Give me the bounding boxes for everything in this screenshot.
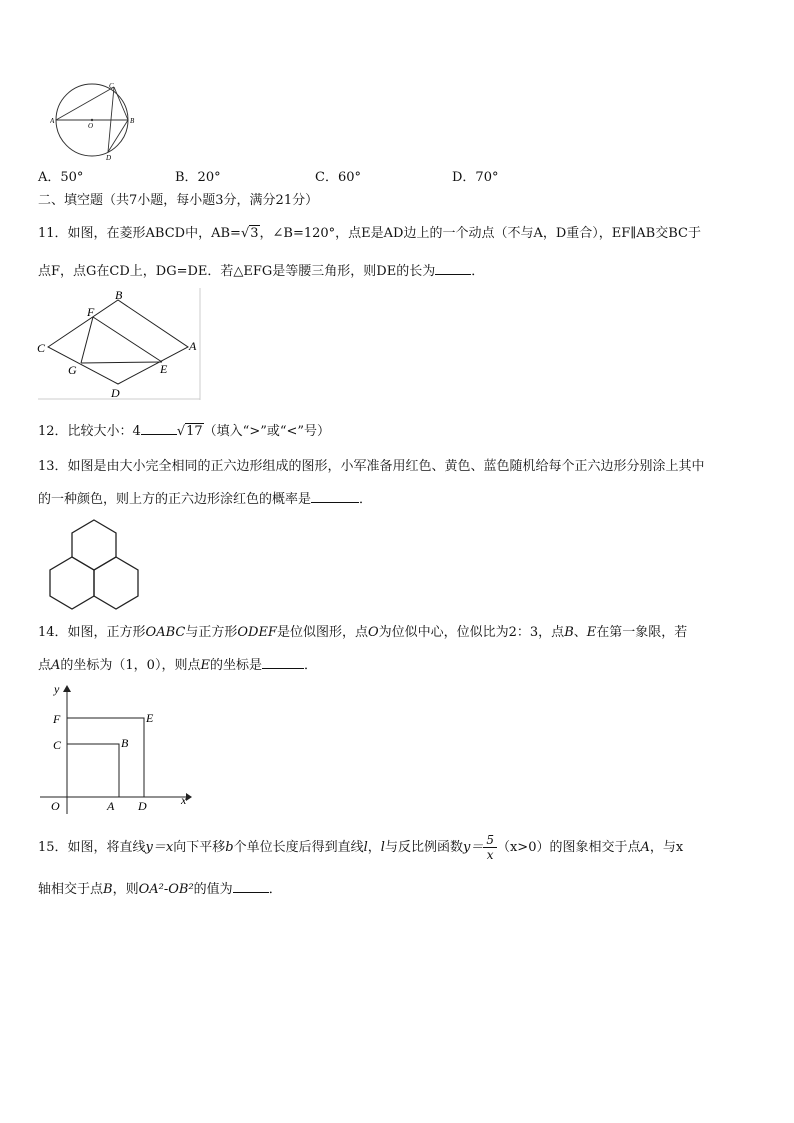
q14-odef: ODEF xyxy=(237,625,277,640)
q14-coordinate-figure xyxy=(36,682,196,816)
top-hexagon xyxy=(72,520,116,570)
q15-text-g: ，与x xyxy=(649,840,684,855)
q15-text-e: 与反比例函数 xyxy=(384,840,463,855)
q15-l: l xyxy=(363,840,368,855)
q12-text-b: （填入“>”或“<”号） xyxy=(203,424,331,439)
q14-b: B xyxy=(564,625,574,640)
q15-text-h: 轴相交于点 xyxy=(38,882,104,897)
q14-answer-blank xyxy=(262,656,304,669)
bottom-right-hexagon xyxy=(94,557,138,609)
q14-label-a: A xyxy=(107,799,115,813)
q14-text-d: 为位似中心，位似比为2：3，点 xyxy=(378,625,565,640)
q14-line1 xyxy=(38,625,687,641)
q11-label-a: A xyxy=(189,339,197,353)
q15-text-c: 个单位长度后得到直线 xyxy=(233,840,364,855)
q11-label-g: G xyxy=(68,363,77,377)
q14-text-h: 的坐标是 xyxy=(209,658,262,673)
q14-text-e: 在第一象限，若 xyxy=(596,625,688,640)
q10-label-a: A xyxy=(50,117,55,125)
q14-label-d: D xyxy=(138,799,147,813)
q15-text-a: 15．如图，将直线 xyxy=(38,840,146,855)
q12-sqrt: √17 xyxy=(176,424,203,439)
q11-text-b: ，∠B=120°，点E是AD边上的一个动点（不与A，D重合），EF∥AB交BC于 xyxy=(259,226,701,241)
q12-text-a: 12．比较大小：4 xyxy=(38,424,141,439)
q15-y-eq: y＝ xyxy=(462,840,484,855)
bottom-left-hexagon xyxy=(50,557,94,609)
q13-text: 的一种颜色，则上方的正六边形涂红色的概率是 xyxy=(38,492,312,507)
q11-text-a: 11．如图，在菱形ABCD中，AB= xyxy=(38,226,241,241)
q10-label-d: D xyxy=(106,154,112,160)
q11-end: ． xyxy=(471,264,485,279)
q13-hexagon-figure xyxy=(44,516,146,614)
q13-end: ． xyxy=(359,492,373,507)
q10-label-o: O xyxy=(88,122,94,130)
q11-label-e: E xyxy=(160,362,168,376)
q15-text-f: 的图象相交于点 xyxy=(549,840,641,855)
q14-label-f: F xyxy=(53,712,61,726)
q15-frac-num: 5 xyxy=(483,833,497,848)
q11-label-b: B xyxy=(115,288,123,302)
q11-label-f: F xyxy=(87,305,95,319)
q11-sqrt-value: 3 xyxy=(250,226,259,241)
q15-l2: l xyxy=(380,840,385,855)
q12-line xyxy=(38,422,330,440)
q11-rhombus-figure xyxy=(36,288,202,400)
q14-line2 xyxy=(38,656,317,674)
q14-e2: E xyxy=(200,658,210,673)
q10-label-b: B xyxy=(130,117,135,125)
q15-b2: B xyxy=(103,882,113,897)
q14-o: O xyxy=(367,625,379,640)
q14-label-o: O xyxy=(51,799,60,813)
q15-frac-den: x xyxy=(486,848,494,862)
q14-label-e: E xyxy=(146,711,154,725)
q14-label-y: y xyxy=(54,682,60,696)
q10-option-c: C．60° xyxy=(315,170,361,185)
q14-label-x: x xyxy=(181,793,187,807)
q15-expr: OA²-OB² xyxy=(138,882,194,897)
q10-option-d: D．70° xyxy=(452,170,499,185)
q15-cond: （x>0） xyxy=(496,840,550,855)
q15-line2 xyxy=(38,880,282,898)
q14-oabc: OABC xyxy=(145,625,186,640)
q15-end: ． xyxy=(268,882,282,897)
q14-sep: 、 xyxy=(573,625,587,640)
q15-y-eq-x: y＝x xyxy=(145,840,174,855)
q15-fraction xyxy=(483,833,497,862)
q14-e: E xyxy=(586,625,597,640)
q15-text-d: ， xyxy=(367,840,381,855)
q14-a: A xyxy=(51,658,61,673)
q13-answer-blank xyxy=(311,490,359,503)
q11-line2 xyxy=(38,262,484,280)
q11-answer-blank xyxy=(435,262,471,275)
q11-line1 xyxy=(38,226,701,242)
q10-option-a: A．50° xyxy=(38,170,84,185)
q13-line2 xyxy=(38,490,372,508)
q14-text-b: 与正方形 xyxy=(185,625,238,640)
q14-text-a: 14．如图，正方形 xyxy=(38,625,146,640)
q14-text-f: 点 xyxy=(38,658,52,673)
q14-label-b: B xyxy=(121,736,129,750)
q11-label-d: D xyxy=(111,386,120,400)
q15-a: A xyxy=(640,840,650,855)
q10-option-b: B．20° xyxy=(175,170,221,185)
q15-text-j: 的值为 xyxy=(193,882,233,897)
q12-answer-blank xyxy=(141,422,177,435)
q15-text-b: 向下平移 xyxy=(173,840,226,855)
q15-b: b xyxy=(225,840,234,855)
q10-circle-figure xyxy=(50,78,140,160)
q15-answer-blank xyxy=(233,880,269,893)
q12-sqrt-value: 17 xyxy=(186,424,203,439)
q11-text-c: 点F，点G在CD上，DG=DE．若△EFG是等腰三角形，则DE的长为 xyxy=(38,264,436,279)
q14-label-c: C xyxy=(53,738,62,752)
q13-line1: 13．如图是由大小完全相同的正六边形组成的图形，小军准备用红色、黄色、蓝色随机给每个正六边形分别涂上其中 xyxy=(38,459,705,474)
section-title: 二、填空题（共7小题，每小题3分，满分21分） xyxy=(38,193,319,208)
q15-line1 xyxy=(38,833,683,862)
q10-label-c: C xyxy=(109,82,114,90)
q14-text-g: 的坐标为（1，0），则点 xyxy=(60,658,201,673)
q14-text-c: 是位似图形，点 xyxy=(276,625,368,640)
q14-end: ． xyxy=(303,658,317,673)
q15-text-i: ，则 xyxy=(112,882,139,897)
q11-label-c: C xyxy=(37,341,46,355)
q11-sqrt: √3 xyxy=(240,226,259,241)
